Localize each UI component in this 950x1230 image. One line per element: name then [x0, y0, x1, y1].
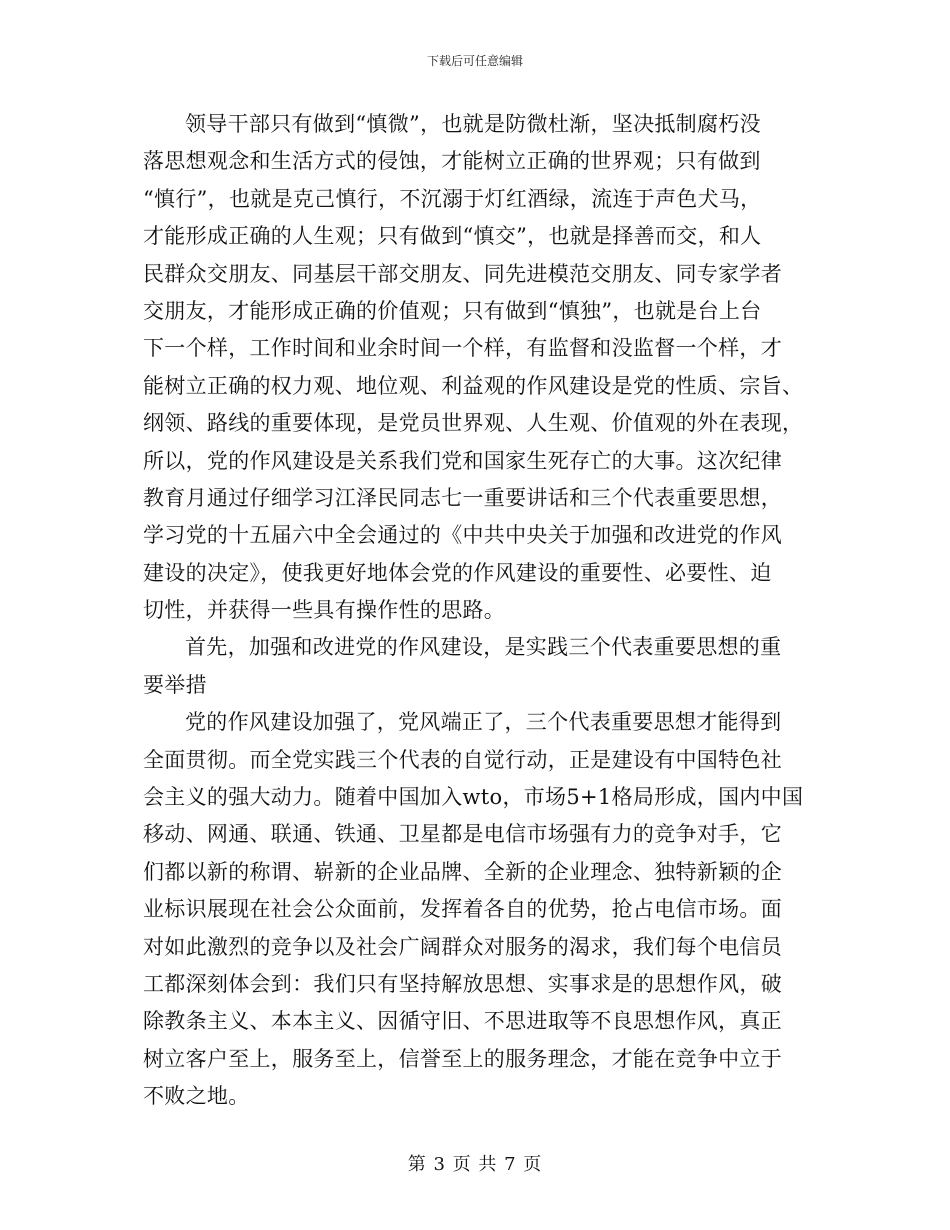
text-line: 党的作风建设加强了，党风端正了，三个代表重要思想才能得到: [185, 710, 782, 735]
text-line: 要举措: [143, 672, 207, 697]
text-line: 下一个样，工作时间和业余时间一个样，有监督和没监督一个样，才: [143, 336, 782, 361]
text-line: 建设的决定》，使我更好地体会党的作风建设的重要性、必要性、迫: [143, 560, 772, 585]
text-line: “慎行”，也就是克己慎行，不沉溺于灯红酒绿，流连于声色犬马，: [143, 186, 762, 211]
paragraph-3: [143, 704, 809, 1115]
document-body: [143, 106, 809, 1116]
page-header: 下载后可任意编辑: [426, 54, 523, 68]
text-line: 业标识展现在社会公众面前，发挥着各自的优势，抢占电信市场。面: [143, 897, 782, 922]
paragraph-2: [143, 629, 809, 704]
text-line: 才能形成正确的人生观；只有做到“慎交”，也就是择善而交，和人: [143, 224, 762, 249]
text-line: 交朋友，才能形成正确的价值观；只有做到“慎独”，也就是台上台: [143, 298, 762, 323]
text-line: 学习党的十五届六中全会通过的《中共中央关于加强和改进党的作风: [143, 523, 782, 548]
text-line: 对如此激烈的竞争以及社会广阔群众对服务的渴求，我们每个电信员: [143, 934, 782, 959]
text-line: 落思想观念和生活方式的侵蚀，才能树立正确的世界观；只有做到: [143, 149, 761, 174]
text-line: 们都以新的称谓、崭新的企业品牌、全新的企业理念、独特新颖的企: [143, 859, 782, 884]
text-line: 能树立正确的权力观、地位观、利益观的作风建设是党的性质、宗旨、: [143, 373, 804, 398]
text-line: 全面贯彻。而全党实践三个代表的自觉行动，正是建设有中国特色社: [143, 747, 782, 772]
text-line: 会主义的强大动力。随着中国加入wto，市场5+1格局形成，国内中国: [143, 785, 804, 810]
text-line: 民群众交朋友、同基层干部交朋友、同先进模范交朋友、同专家学者: [143, 261, 782, 286]
text-line: 领导干部只有做到“慎微”，也就是防微杜渐，坚决抵制腐朽没: [185, 112, 761, 136]
paragraph-1: [143, 106, 809, 629]
text-line: 切性，并获得一些具有操作性的思路。: [143, 598, 506, 623]
text-line: 移动、网通、联通、铁通、卫星都是电信市场强有力的竞争对手，它: [143, 822, 782, 847]
text-line: 树立客户至上，服务至上，信誉至上的服务理念，才能在竞争中立于: [143, 1046, 782, 1071]
text-line: 除教条主义、本本主义、因循守旧、不思进取等不良思想作风，真正: [143, 1009, 782, 1034]
page-number: 第 3 页 共 7 页: [407, 1154, 543, 1175]
text-line: 纲领、路线的重要体现，是党员世界观、人生观、价值观的外在表现，: [143, 411, 804, 436]
text-line: 不败之地。: [143, 1084, 250, 1109]
text-line: 所以，党的作风建设是关系我们党和国家生死存亡的大事。这次纪律: [143, 448, 782, 473]
text-line: 首先，加强和改进党的作风建设，是实践三个代表重要思想的重: [185, 635, 782, 660]
text-line: 工都深刻体会到：我们只有坚持解放思想、实事求是的思想作风，破: [143, 971, 782, 996]
text-line: 教育月通过仔细学习江泽民同志七一重要讲话和三个代表重要思想，: [143, 485, 782, 510]
